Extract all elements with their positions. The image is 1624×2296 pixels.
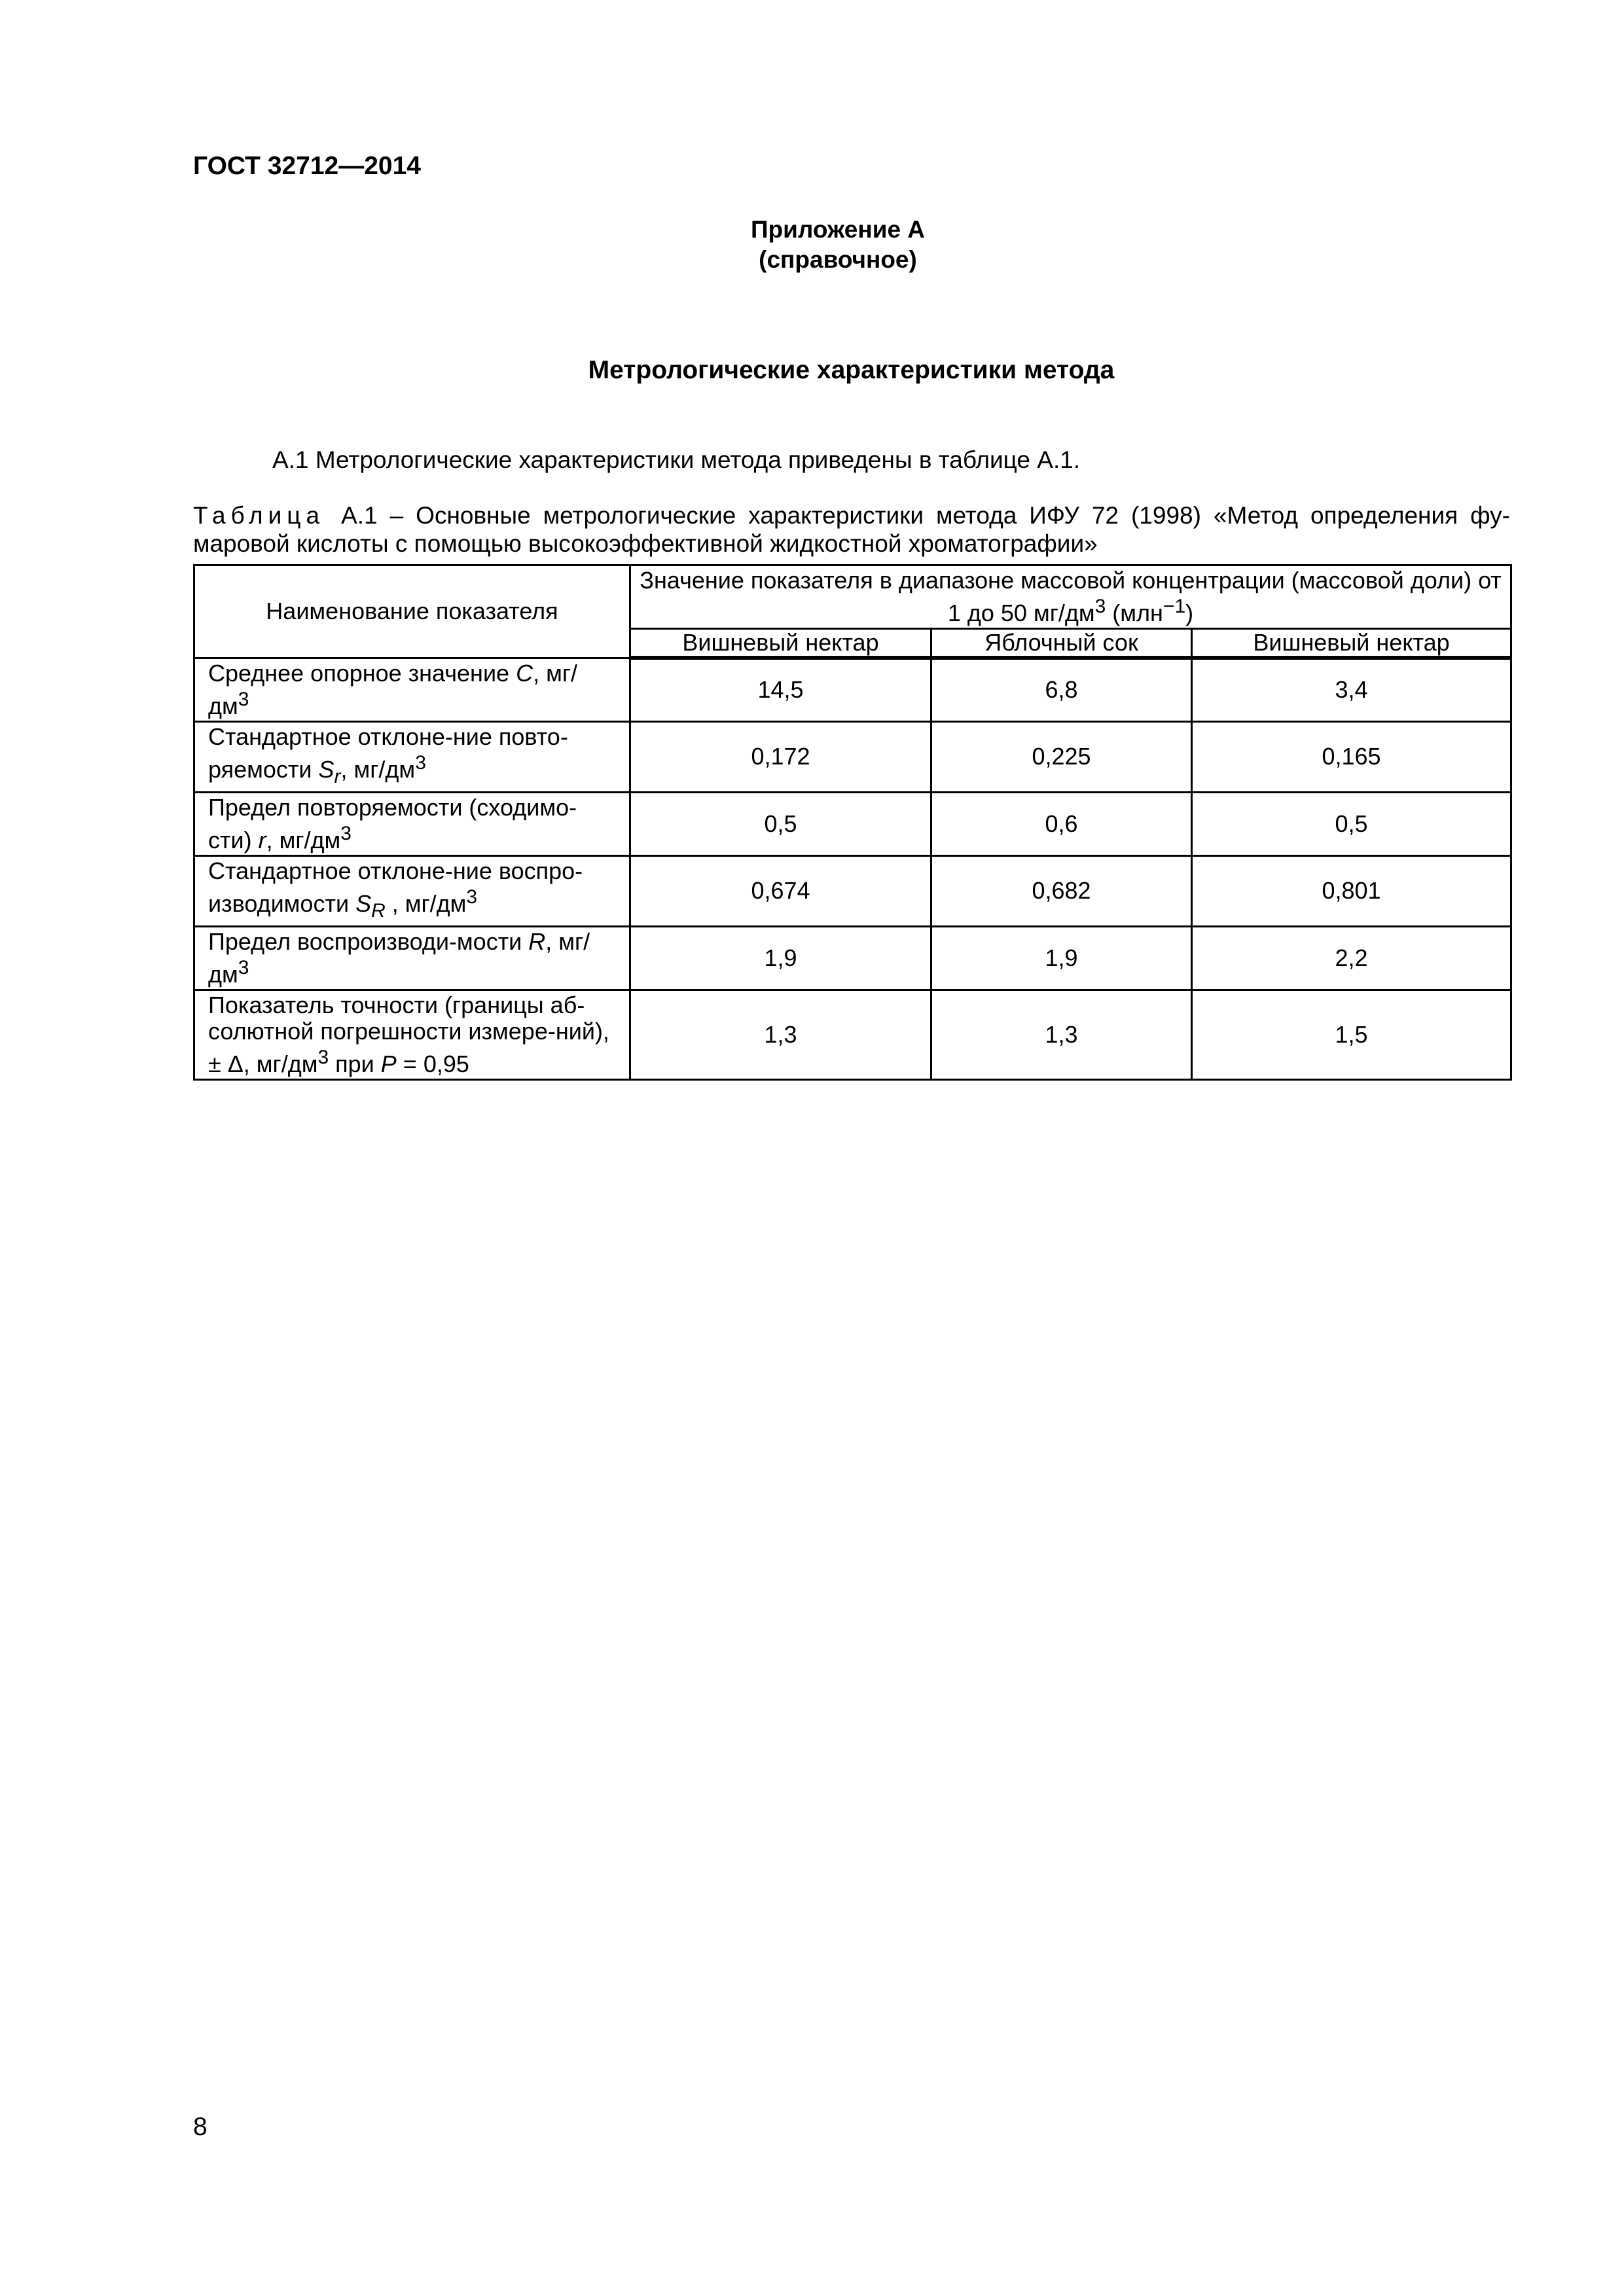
row-label: Показатель точности (границы аб-солютной погрешности измере-ний), ± Δ, $мг/дм^3$ при P = 0,95 — [194, 990, 630, 1079]
table-cell: 6,8 — [931, 658, 1192, 721]
header-value-range: Значение показателя в диапазоне массовой концентрации (массовой доли) от 1 до 50 $мг/дм^3$ (млн$^{-1}$) — [630, 565, 1511, 629]
table-row — [194, 990, 1511, 1079]
table-cell: 2,2 — [1192, 926, 1511, 990]
row-label: Среднее опорное значение C, $мг/дм^3$ — [194, 658, 630, 721]
table-caption-text-1: А.1 – Основные метрологические характеристики метода ИФУ 72 (1998) «Метод определения фу- — [341, 502, 1510, 529]
column-header: Вишневый нектар — [630, 629, 931, 658]
header-indicator-name: Наименование показателя — [194, 565, 630, 658]
table-cell: 1,5 — [1192, 990, 1511, 1079]
table-row — [194, 926, 1511, 990]
table-cell: 0,682 — [931, 855, 1192, 926]
table-caption-line-2: маровой кислоты с помощью высокоэффективной жидкостной хроматографии» — [193, 530, 1098, 557]
table-cell: 0,5 — [630, 792, 931, 855]
table-header-row — [194, 565, 1511, 629]
table-caption — [193, 501, 1510, 558]
annex-title: Приложение А — [750, 216, 926, 243]
table-cell: 3,4 — [1192, 658, 1511, 721]
page-number: 8 — [193, 2113, 208, 2141]
table-cell: 1,9 — [630, 926, 931, 990]
table-cell: 0,225 — [931, 721, 1192, 792]
column-header: Вишневый нектар — [1192, 629, 1511, 658]
table-caption-line-1 — [193, 501, 1510, 529]
table-cell: 1,9 — [931, 926, 1192, 990]
table-cell: 0,5 — [1192, 792, 1511, 855]
metrology-table — [193, 564, 1512, 1081]
table-cell: 0,172 — [630, 721, 931, 792]
annex-subtitle: (справочное) — [759, 246, 917, 273]
table-row — [194, 855, 1511, 926]
table-cell: 14,5 — [630, 658, 931, 721]
column-header: Яблочный сок — [931, 629, 1192, 658]
table-cell: 0,674 — [630, 855, 931, 926]
table-row — [194, 721, 1511, 792]
row-label: Предел воспроизводи-мости R, $мг/дм^3$ — [194, 926, 630, 990]
table-cell: 0,165 — [1192, 721, 1511, 792]
table-caption-word: Таблица — [193, 502, 325, 529]
table-row — [194, 792, 1511, 855]
row-label: Стандартное отклоне-ние повто-ряемости $S_r$, $мг/дм^3$ — [194, 721, 630, 792]
section-title: Метрологические характеристики метода — [588, 356, 1115, 384]
table-cell: 0,801 — [1192, 855, 1511, 926]
table-row — [194, 658, 1511, 721]
table-cell: 1,3 — [630, 990, 931, 1079]
table-cell: 1,3 — [931, 990, 1192, 1079]
row-label: Стандартное отклоне-ние воспро-изводимости $S_R$ , $мг/дм^3$ — [194, 855, 630, 926]
document-code: ГОСТ 32712—2014 — [193, 152, 421, 180]
intro-paragraph: А.1 Метрологические характеристики метода приведены в таблице А.1. — [272, 446, 1081, 473]
table-cell: 0,6 — [931, 792, 1192, 855]
row-label: Предел повторяемости (сходимо-сти) r, $мг/дм^3$ — [194, 792, 630, 855]
